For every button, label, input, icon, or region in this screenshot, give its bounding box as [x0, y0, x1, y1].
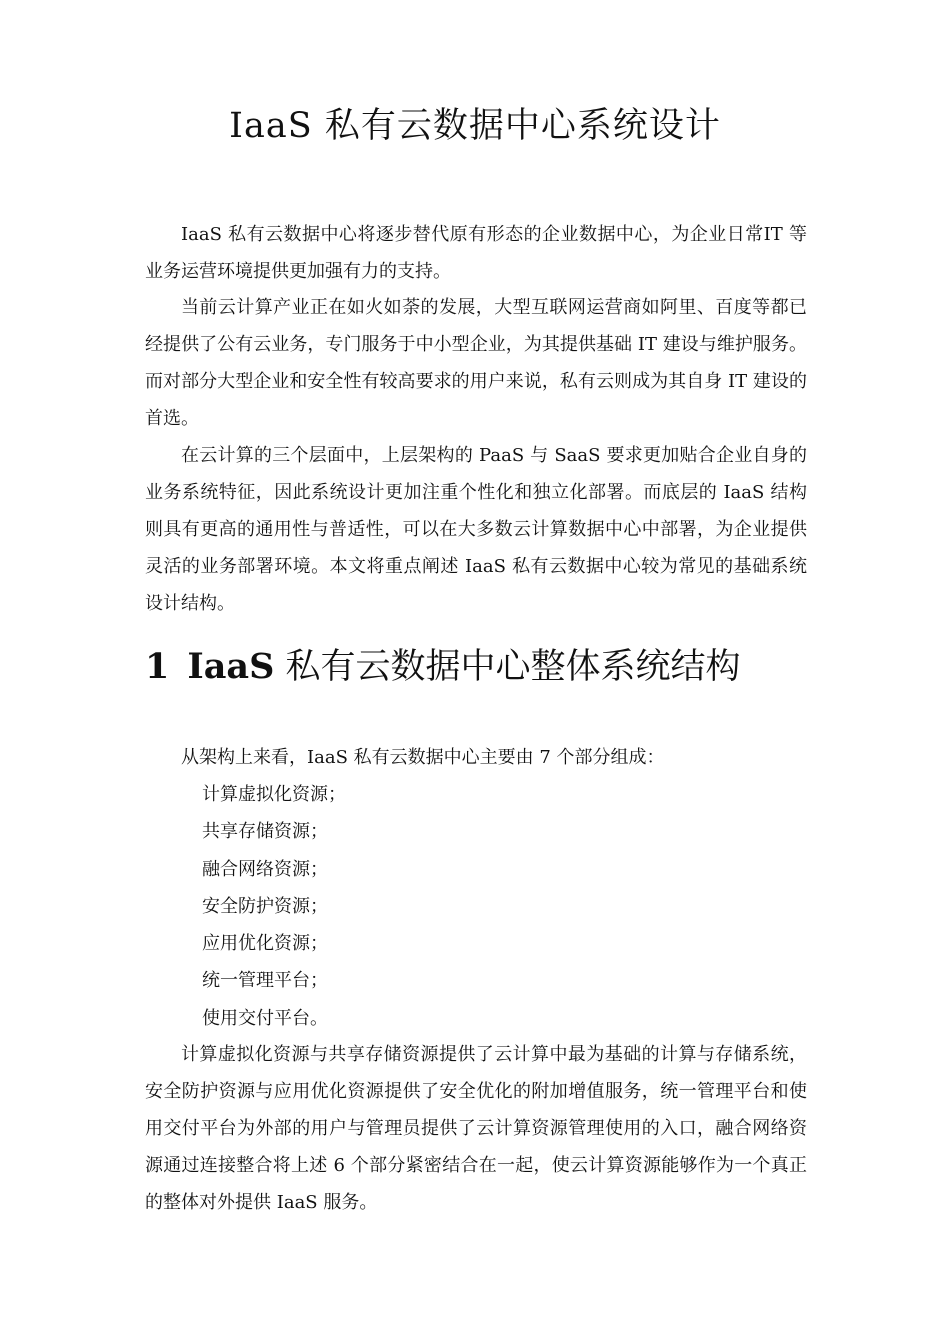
list-item: 共享存储资源；: [202, 821, 328, 843]
list-item: 计算虚拟化资源；: [202, 784, 346, 805]
list-item: 安全防护资源；: [202, 895, 328, 917]
component-list: [202, 776, 346, 1037]
list-item: 融合网络资源；: [202, 858, 328, 880]
section-1-lead: 从架构上来看，IaaS 私有云数据中心主要由 7 个部分组成：: [181, 747, 665, 768]
list-item: 应用优化资源；: [202, 933, 328, 955]
intro-paragraph-1: IaaS 私有云数据中心将逐步替代原有形态的企业数据中心，为企业日常IT 等业务运营环境提供更加强有力的支持。: [145, 224, 807, 282]
section-1-title-bold: IaaS: [187, 646, 275, 687]
section-1-summary: 计算虚拟化资源与共享存储资源提供了云计算中最为基础的计算与存储系统，安全防护资源与应用优化资源提供了安全优化的附加增值服务，统一管理平台和使用交付平台为外部的用户与管理员提供了云计算资源管理使用的入口，融合网络资源通过连接整合将上述 6 个部分紧密结合在一起，使云计算资源能够作为一个真正的整体对外提供 IaaS 服务。: [145, 1044, 807, 1213]
section-1-number: 1: [145, 646, 170, 687]
intro-paragraph-3: 在云计算的三个层面中，上层架构的 PaaS 与 SaaS 要求更加贴合企业自身的业务系统特征，因此系统设计更加注重个性化和独立化部署。而底层的 IaaS 结构则具有更高的通用性与普适性，可以在大多数云计算数据中心中部署，为企业提供灵活的业务部署环境。本文将重点阐述 IaaS 私有云数据中心较为常见的基础系统设计结构。: [145, 445, 807, 614]
intro-paragraph-2: 当前云计算产业正在如火如荼的发展，大型互联网运营商如阿里、百度等都已经提供了公有云业务，专门服务于中小型企业，为其提供基础 IT 建设与维护服务。而对部分大型企业和安全性有较高要求的用户来说，私有云则成为其自身 IT 建设的首选。: [145, 297, 807, 429]
document-title: IaaS 私有云数据中心系统设计: [229, 106, 721, 146]
list-item: 使用交付平台。: [202, 1007, 328, 1029]
section-1-heading: [145, 645, 741, 689]
list-item: 统一管理平台；: [202, 970, 328, 992]
section-1-title-rest: 私有云数据中心整体系统结构: [274, 647, 741, 687]
